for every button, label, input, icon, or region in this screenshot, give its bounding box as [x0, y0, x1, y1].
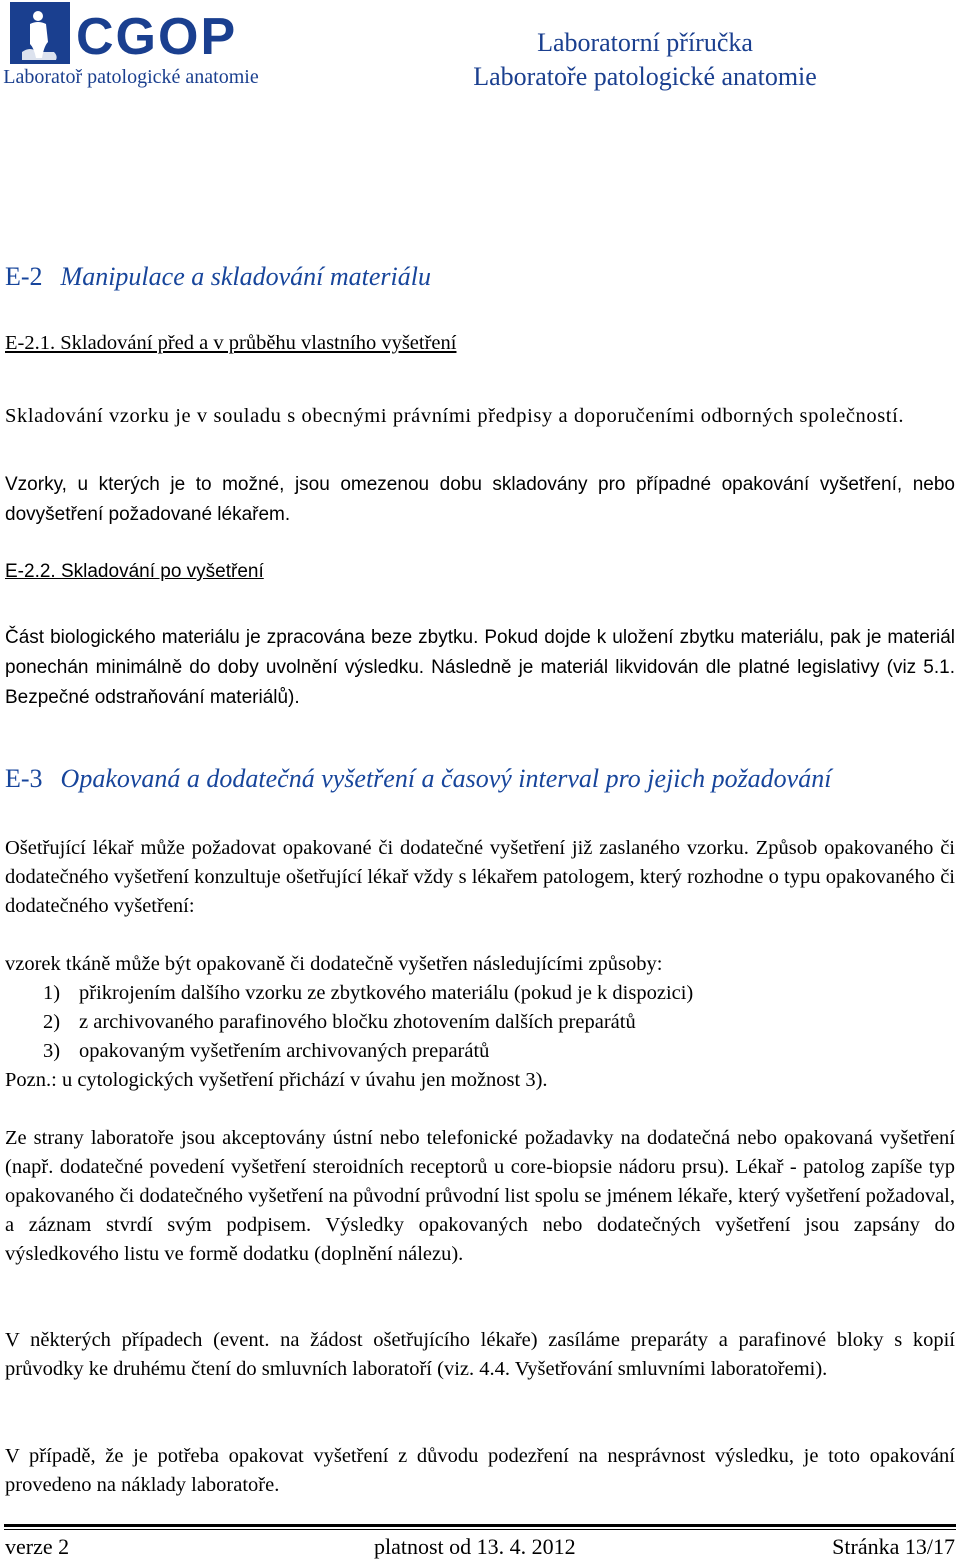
section-heading-e2: [5, 262, 431, 292]
paragraph: Ze strany laboratoře jsou akceptovány ústní nebo telefonické požadavky na dodatečná nebo opakovaná vyšetření (např. dodatečné povedení vyšetření steroidních receptorů u core-biopsie nádoru prsu). Lékař - patolog zapíše typ opakovaného či dodatečného vyšetření na původní průvodní list spolu se jménem lékaře, který vyšetření požadoval, a záznam stvrdí svým podpisem. Výsledky opakovaných nebo dodatečných vyšetření jsou zapsány do výsledkového listu ve formě dodatku (doplnění nálezu).: [5, 1127, 955, 1265]
list-number: 3): [43, 1040, 61, 1062]
list-text: přikrojením dalšího vzorku ze zbytkového materiálu (pokud je k dispozici): [79, 982, 694, 1004]
paragraph: V případě, že je potřeba opakovat vyšetření z důvodu podezření na nesprávnost výsledku, je toto opakování provedeno na náklady laboratoře.: [5, 1445, 955, 1496]
header-title-line-1: Laboratorní příručka: [537, 28, 753, 57]
list-number: 2): [43, 1011, 61, 1033]
section-number: E-3: [5, 764, 43, 793]
list-item: [43, 1008, 636, 1037]
subsection-heading-e21: E-2.1. Skladování před a v průběhu vlastního vyšetření: [5, 332, 457, 354]
list-item: [43, 1037, 489, 1066]
section-heading-e3: [5, 764, 831, 794]
footer-version: verze 2: [5, 1534, 70, 1559]
list-intro: vzorek tkáně může být opakovaně či dodatečně vyšetřen následujícími způsoby:: [5, 953, 663, 975]
paragraph: Vzorky, u kterých je to možné, jsou omezenou dobu skladovány pro případné opakování vyšetření, nebo dovyšetření požadované lékařem.: [5, 474, 955, 525]
header-title-line-2: Laboratoře patologické anatomie: [473, 62, 817, 91]
note: Pozn.: u cytologických vyšetření přichází v úvahu jen možnost 3).: [5, 1069, 548, 1091]
paragraph: Skladování vzorku je v souladu s obecnými právními předpisy a doporučeními odborných společností.: [5, 405, 905, 427]
list-number: 1): [43, 982, 61, 1004]
footer-page-number: Stránka 13/17: [832, 1534, 955, 1559]
paragraph: Ošetřující lékař může požadovat opakované či dodatečné vyšetření již zaslaného vzorku. Způsob opakovaného či dodatečného vyšetření konzultuje ošetřující lékař vždy s lékařem patologem, který rozhodne o typu opakovaného či dodatečného vyšetření:: [5, 837, 955, 917]
list-item: [43, 979, 693, 1008]
paragraph: Část biologického materiálu je zpracována beze zbytku. Pokud dojde k uložení zbytku materiálu, pak je materiál ponechán minimálně do doby uvolnění výsledku. Následně je materiál likvidován dle platné legislativy (viz 5.1. Bezpečné odstraňování materiálů).: [5, 627, 955, 708]
document-header-title: [440, 26, 850, 94]
paragraph: V některých případech (event. na žádost ošetřujícího lékaře) zasíláme preparáty a parafinové bloky s kopií průvodky ke druhému čtení do smluvních laboratoří (viz. 4.4. Vyšetřování smluvními laboratořemi).: [5, 1329, 955, 1380]
svg-text:CGOP: CGOP: [76, 8, 238, 64]
footer-divider: [4, 1524, 956, 1527]
section-number: E-2: [5, 262, 43, 291]
logo-subtitle: Laboratoř patologické anatomie: [3, 66, 259, 88]
list-text: z archivovaného parafinového bločku zhotovením dalších preparátů: [79, 1011, 636, 1033]
section-title: Opakovaná a dodatečná vyšetření a časový interval pro jejich požadování: [60, 764, 832, 793]
subsection-heading-e22: E-2.2. Skladování po vyšetření: [5, 561, 264, 582]
footer-divider-thin: [4, 1529, 956, 1530]
footer-validity: platnost od 13. 4. 2012: [374, 1534, 576, 1559]
cgop-logo: [8, 2, 260, 64]
section-title: Manipulace a skladování materiálu: [60, 262, 431, 291]
header-logo-block: [0, 0, 262, 120]
list-text: opakovaným vyšetřením archivovaných preparátů: [79, 1040, 490, 1062]
